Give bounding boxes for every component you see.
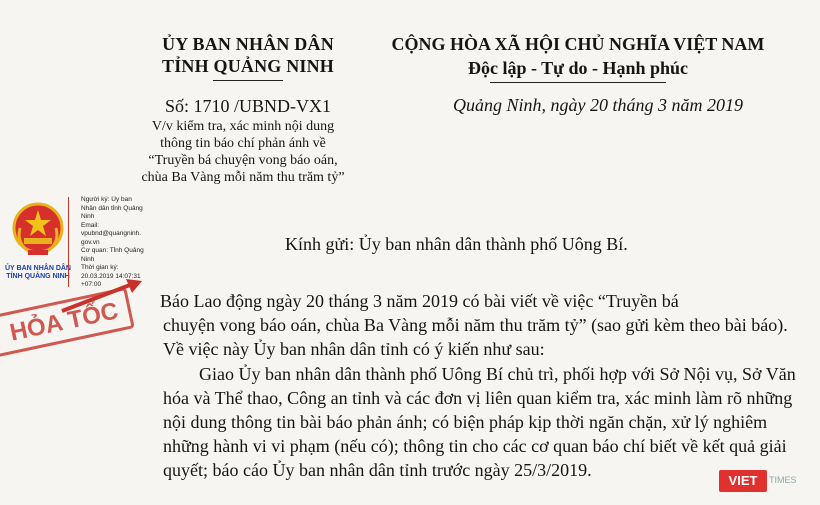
sig-line: gov.vn [81,238,100,246]
sig-line: Ninh [81,255,95,263]
sig-line: Cơ quan: Tỉnh Quảng [81,247,144,254]
national-header [372,33,784,83]
paragraph-1-first-line: Báo Lao động ngày 20 tháng 3 năm 2019 có bài viết về việc “Truyền bá [160,291,679,311]
watermark-logo [719,470,809,498]
addressee: Kính gửi: Ủy ban nhân dân thành phố Uông Bí. [285,234,628,254]
paragraph-2-text: Giao Ủy ban nhân dân thành phố Uông Bí chủ trì, phối hợp với Sở Nội vụ, Sở Văn hóa và Thể thao, Công an tỉnh và các đơn vị liên quan kiểm tra, xác minh làm rõ những nội dung thông tin bài báo phản ánh; có biện pháp kịp thời ngăn chặn, xử lý nghiêm những hành vi vi phạm (nếu có); thông tin cho các cơ quan báo chí biết về kết quả giải quyết; báo cáo Ủy ban nhân dân tỉnh trước ngày 25/3/2019. [163,364,796,480]
subject-line-4: chùa Ba Vàng mỗi năm thu trăm tỷ” [141,170,345,185]
sig-line: Email: [81,221,100,229]
sig-line: +07:00 [81,281,102,288]
sig-line: Thời gian ký: [81,264,119,271]
paragraph-2 [163,362,803,482]
signature-divider [68,197,71,287]
sig-line: Nhân dân tỉnh Quảng [81,204,143,212]
document-number: Số: 1710 /UBND-VX1 [164,96,331,116]
sig-line: 20.03.2019 14:07:31 [81,272,141,280]
national-title: CỘNG HÒA XÃ HỘI CHỦ NGHĨA VIỆT NAM [391,34,765,54]
national-emblem-icon [8,200,68,260]
sig-line: vpubnd@quangninh. [81,230,142,237]
sig-line: Ninh [81,213,95,220]
document-subject [112,118,374,186]
seal-caption-1: ỦY BAN NHÂN DÂN [5,265,71,272]
watermark-suffix: TIMES [769,475,797,485]
issuing-authority [128,33,368,81]
paragraph-1-rest: chuyện vong báo oán, chùa Ba Vàng mỗi năm thu trăm tỷ” (sao gửi kèm theo bài báo). Về việc này Ủy ban nhân dân tỉnh có ý kiến như sau: [163,315,788,359]
official-seal [4,200,72,281]
authority-line-2: TỈNH QUẢNG NINH [161,56,334,76]
sig-line: Người ký: Ủy ban [81,196,132,203]
seal-caption-2: TỈNH QUẢNG NINH [6,273,70,280]
subject-line-3: “Truyền bá chuyện vong báo oán, [148,153,338,168]
national-motto: Độc lập - Tự do - Hạnh phúc [467,58,689,78]
authority-underline [213,80,283,81]
watermark-brand: VIET [719,470,767,492]
authority-line-1: ỦY BAN NHÂN DÂN [162,34,334,54]
subject-line-2: thông tin báo chí phản ánh về [160,136,326,151]
place-and-date: Quảng Ninh, ngày 20 tháng 3 năm 2019 [453,95,743,115]
express-stamp: HỎA TỐC [0,287,135,359]
subject-line-1: V/v kiểm tra, xác minh nội dung [151,119,335,134]
motto-underline [490,82,666,83]
